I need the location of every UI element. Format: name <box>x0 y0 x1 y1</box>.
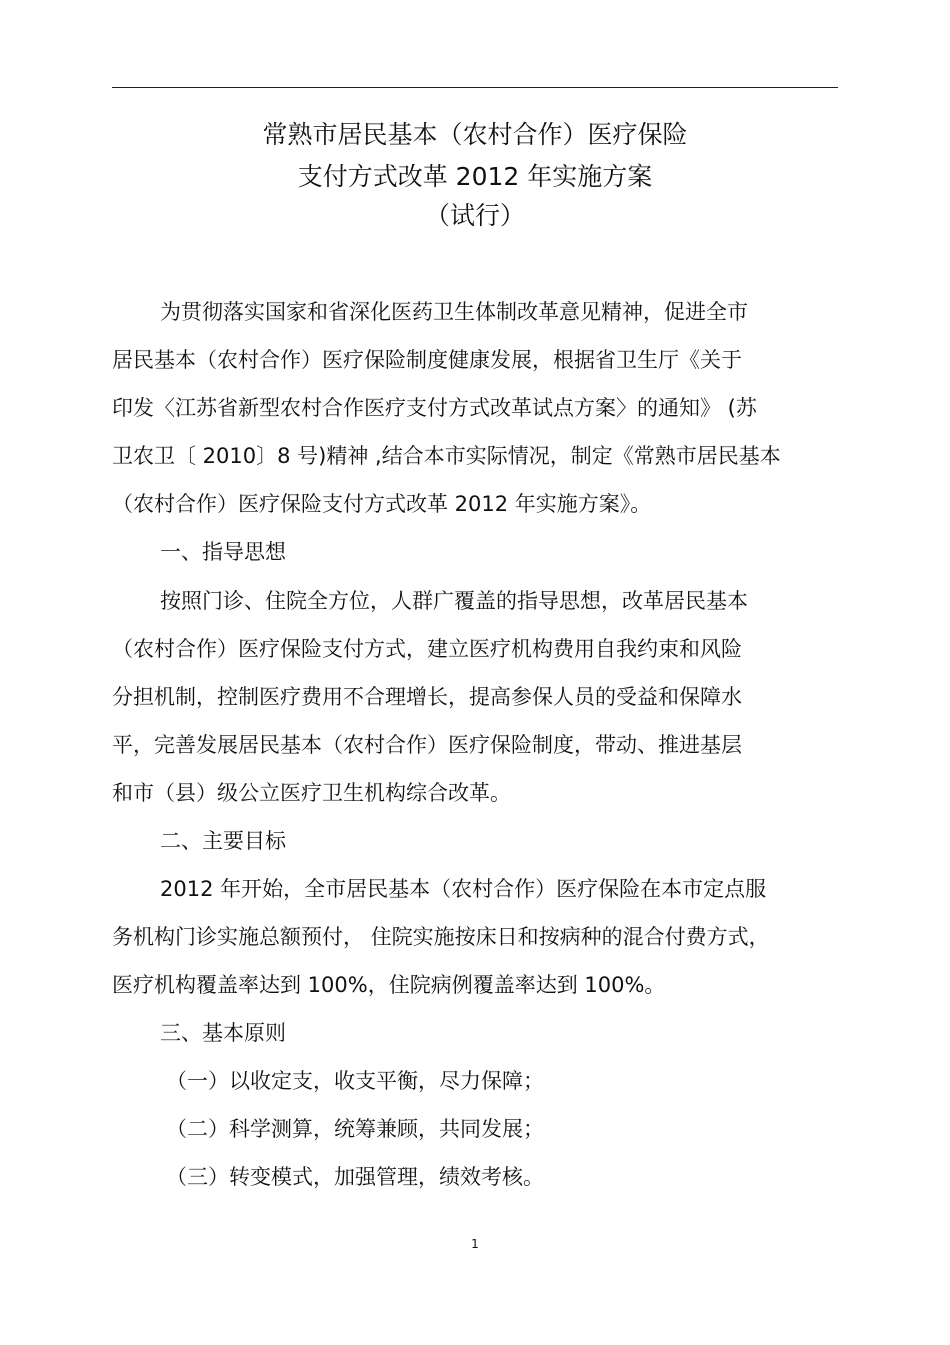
header-rule <box>112 87 838 88</box>
list-item: （二）科学测算，统筹兼顾，共同发展； <box>166 1117 544 1141</box>
body-line: 为贯彻落实国家和省深化医药卫生体制改革意见精神，促进全市 <box>160 300 748 324</box>
document-title-line-1: 常熟市居民基本（农村合作）医疗保险 <box>262 120 688 149</box>
section-heading: 三、基本原则 <box>160 1021 286 1045</box>
body-line: （农村合作）医疗保险支付方式改革 2012 年实施方案》。 <box>112 492 652 516</box>
section-heading: 二、主要目标 <box>160 829 286 853</box>
body-line: 2012 年开始，全市居民基本（农村合作）医疗保险在本市定点服 <box>160 877 767 901</box>
body-line: 居民基本（农村合作）医疗保险制度健康发展，根据省卫生厅《关于 <box>112 348 742 372</box>
body-line: 务机构门诊实施总额预付， 住院实施按床日和按病种的混合付费方式， <box>112 925 770 949</box>
list-item: （一）以收定支，收支平衡，尽力保障； <box>166 1069 544 1093</box>
body-line: 按照门诊、住院全方位，人群广覆盖的指导思想，改革居民基本 <box>160 589 748 613</box>
body-line: 分担机制，控制医疗费用不合理增长，提高参保人员的受益和保障水 <box>112 685 742 709</box>
body-line: 平，完善发展居民基本（农村合作）医疗保险制度，带动、推进基层 <box>112 733 742 757</box>
body-line: （农村合作）医疗保险支付方式，建立医疗机构费用自我约束和风险 <box>112 637 742 661</box>
page-number: 1 <box>471 1237 479 1251</box>
list-item: （三）转变模式，加强管理，绩效考核。 <box>166 1165 544 1189</box>
body-line: 印发〈江苏省新型农村合作医疗支付方式改革试点方案〉的通知》 (苏 <box>112 396 757 420</box>
body-line: 卫农卫〔 2010〕8 号)精神 ,结合本市实际情况，制定《常熟市居民基本 <box>112 444 781 468</box>
section-heading: 一、指导思想 <box>160 540 286 564</box>
body-line: 医疗机构覆盖率达到 100%，住院病例覆盖率达到 100%。 <box>112 973 666 997</box>
document-title-line-2: 支付方式改革 2012 年实施方案 <box>297 162 653 191</box>
document-title-line-3: （试行） <box>424 201 525 230</box>
body-line: 和市（县）级公立医疗卫生机构综合改革。 <box>112 781 511 805</box>
